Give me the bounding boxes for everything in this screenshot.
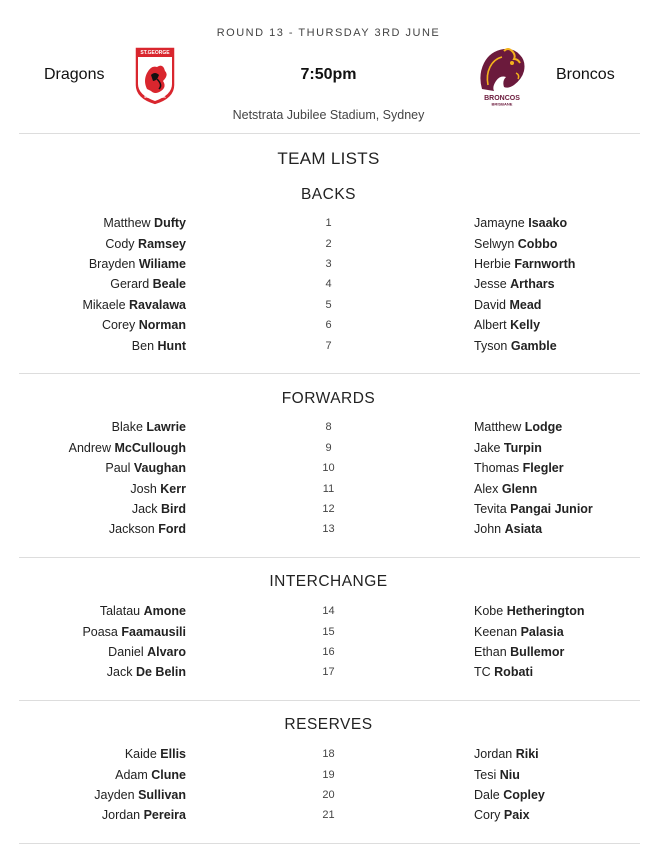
away-player[interactable] (474, 747, 539, 761)
last-name: Kelly (510, 318, 541, 332)
last-name: Faamausili (121, 625, 186, 639)
last-name: Riki (515, 747, 539, 761)
divider (19, 700, 640, 701)
player-row (0, 788, 657, 808)
player-row (0, 461, 657, 481)
section-title-backs: BACKS (300, 186, 357, 203)
round-info: ROUND 13 - THURSDAY 3RD JUNE (216, 27, 441, 39)
last-name: Paix (503, 808, 530, 822)
jersey-number: 17 (322, 666, 335, 678)
away-player[interactable] (474, 768, 520, 782)
first-name: Cory (474, 808, 501, 822)
player-row (0, 502, 657, 522)
away-team-name[interactable]: Broncos (556, 66, 615, 83)
last-name: Wiliame (138, 257, 186, 271)
first-name: Gerard (110, 277, 150, 291)
section-title-interchange: INTERCHANGE (269, 573, 388, 590)
first-name: Jamayne (474, 216, 525, 230)
venue: Netstrata Jubilee Stadium, Sydney (232, 108, 425, 122)
last-name: Kerr (160, 482, 186, 496)
jersey-number: 9 (325, 442, 332, 454)
broncos-logo-text: BRONCOS (484, 95, 520, 102)
first-name: Andrew (68, 441, 111, 455)
first-name: Matthew (474, 420, 522, 434)
jersey-number: 4 (325, 278, 332, 290)
last-name: Ramsey (138, 237, 186, 251)
last-name: Robati (494, 665, 534, 679)
last-name: Ravalawa (129, 298, 186, 312)
away-player[interactable] (474, 604, 584, 618)
jersey-number: 2 (325, 238, 332, 250)
away-player[interactable] (474, 502, 593, 516)
player-row (0, 645, 657, 665)
away-player[interactable] (474, 665, 533, 679)
first-name: Ben (131, 339, 155, 353)
last-name: Lodge (524, 420, 563, 434)
first-name: Tesi (474, 768, 497, 782)
jersey-number: 7 (325, 340, 332, 352)
jersey-number: 18 (322, 748, 335, 760)
player-row (0, 441, 657, 461)
first-name: Matthew (103, 216, 151, 230)
last-name: Pereira (143, 808, 186, 822)
first-name: Tyson (474, 339, 508, 353)
jersey-number: 1 (325, 217, 332, 229)
away-player[interactable] (474, 482, 537, 496)
player-row (0, 277, 657, 297)
team-lists-heading: TEAM LISTS (277, 149, 380, 168)
away-player[interactable] (474, 298, 541, 312)
first-name: Albert (474, 318, 507, 332)
first-name: Paul (105, 461, 131, 475)
section-title-reserves: RESERVES (284, 716, 373, 733)
dragons-logo-bottom-text: ILLAWARRA (144, 95, 166, 99)
first-name: Thomas (474, 461, 520, 475)
first-name: Herbie (474, 257, 511, 271)
divider (19, 373, 640, 374)
last-name: Lawrie (146, 420, 186, 434)
away-player[interactable] (474, 808, 530, 822)
away-player[interactable] (474, 216, 567, 230)
last-name: Ellis (160, 747, 186, 761)
last-name: Hunt (157, 339, 186, 353)
jersey-number: 8 (325, 421, 332, 433)
player-row (0, 482, 657, 502)
away-player[interactable] (474, 645, 564, 659)
first-name: Ethan (474, 645, 507, 659)
player-row (0, 257, 657, 277)
first-name: Cody (105, 237, 135, 251)
jersey-number: 21 (322, 809, 335, 821)
away-player[interactable] (474, 522, 542, 536)
last-name: Beale (152, 277, 186, 291)
jersey-number: 12 (322, 503, 335, 515)
first-name: Blake (111, 420, 143, 434)
first-name: Daniel (108, 645, 144, 659)
last-name: Cobbo (517, 237, 558, 251)
last-name: Clune (151, 768, 186, 782)
first-name: Corey (101, 318, 136, 332)
last-name: Palasia (520, 625, 564, 639)
last-name: Flegler (522, 461, 564, 475)
player-row (0, 318, 657, 338)
player-row (0, 298, 657, 318)
away-player[interactable] (474, 257, 575, 271)
first-name: Mikaele (82, 298, 126, 312)
jersey-number: 19 (322, 769, 335, 781)
player-row (0, 604, 657, 624)
dragons-logo-top-text: ST.GEORGE (140, 50, 170, 56)
player-row (0, 808, 657, 828)
first-name: Jake (474, 441, 501, 455)
first-name: Jordan (474, 747, 513, 761)
last-name: McCullough (114, 441, 186, 455)
last-name: Norman (138, 318, 186, 332)
kickoff-time: 7:50pm (300, 66, 357, 83)
last-name: De Belin (135, 665, 186, 679)
last-name: Isaako (528, 216, 568, 230)
first-name: Jack (131, 502, 158, 516)
first-name: Jackson (108, 522, 155, 536)
last-name: Glenn (501, 482, 538, 496)
player-row (0, 216, 657, 236)
first-name: Selwyn (474, 237, 515, 251)
first-name: Dale (474, 788, 500, 802)
broncos-logo[interactable] (474, 45, 530, 107)
last-name: Asiata (504, 522, 543, 536)
divider (19, 133, 640, 134)
last-name: Hetherington (506, 604, 585, 618)
first-name: Brayden (88, 257, 136, 271)
player-row (0, 747, 657, 767)
jersey-number: 13 (322, 523, 335, 535)
first-name: Adam (115, 768, 148, 782)
home-team-name[interactable]: Dragons (44, 66, 105, 83)
first-name: Kaide (124, 747, 157, 761)
last-name: Dufty (154, 216, 186, 230)
last-name: Pangai Junior (510, 502, 593, 516)
away-player[interactable] (474, 441, 542, 455)
last-name: Ford (158, 522, 186, 536)
first-name: Jack (106, 665, 133, 679)
player-row (0, 339, 657, 359)
first-name: Keenan (474, 625, 518, 639)
section-title-forwards: FORWARDS (281, 390, 376, 407)
player-row (0, 768, 657, 788)
jersey-number: 16 (322, 646, 335, 658)
first-name: Talatau (99, 604, 141, 618)
divider (19, 557, 640, 558)
first-name: Tevita (474, 502, 507, 516)
first-name: Jesse (474, 277, 507, 291)
last-name: Niu (499, 768, 520, 782)
last-name: Amone (143, 604, 186, 618)
away-player[interactable] (474, 461, 564, 475)
first-name: TC (474, 665, 491, 679)
jersey-number: 20 (322, 789, 335, 801)
jersey-number: 5 (325, 299, 332, 311)
away-player[interactable] (474, 318, 540, 332)
first-name: Jordan (101, 808, 141, 822)
away-player[interactable] (474, 420, 562, 434)
last-name: Bird (161, 502, 186, 516)
jersey-number: 6 (325, 319, 332, 331)
player-row (0, 420, 657, 440)
last-name: Sullivan (138, 788, 186, 802)
last-name: Vaughan (133, 461, 186, 475)
jersey-number: 3 (325, 258, 332, 270)
last-name: Arthars (510, 277, 555, 291)
player-row (0, 237, 657, 257)
away-player[interactable] (474, 339, 557, 353)
first-name: Jayden (94, 788, 135, 802)
away-player[interactable] (474, 625, 564, 639)
first-name: Alex (474, 482, 499, 496)
first-name: John (474, 522, 502, 536)
away-player[interactable] (474, 277, 555, 291)
jersey-number: 15 (322, 626, 335, 638)
jersey-number: 14 (322, 605, 335, 617)
first-name: Kobe (474, 604, 504, 618)
player-row (0, 665, 657, 685)
divider (19, 843, 640, 844)
last-name: Gamble (510, 339, 557, 353)
last-name: Alvaro (147, 645, 186, 659)
jersey-number: 10 (322, 462, 335, 474)
player-row (0, 625, 657, 645)
last-name: Turpin (503, 441, 542, 455)
first-name: Josh (130, 482, 157, 496)
away-player[interactable] (474, 237, 557, 251)
away-player[interactable] (474, 788, 545, 802)
broncos-logo-subtext: BRISBANE (491, 101, 513, 107)
last-name: Copley (503, 788, 545, 802)
jersey-number: 11 (322, 483, 335, 495)
first-name: Poasa (82, 625, 118, 639)
last-name: Mead (509, 298, 542, 312)
player-row (0, 522, 657, 542)
first-name: David (474, 298, 506, 312)
last-name: Bullemor (510, 645, 565, 659)
last-name: Farnworth (514, 257, 576, 271)
